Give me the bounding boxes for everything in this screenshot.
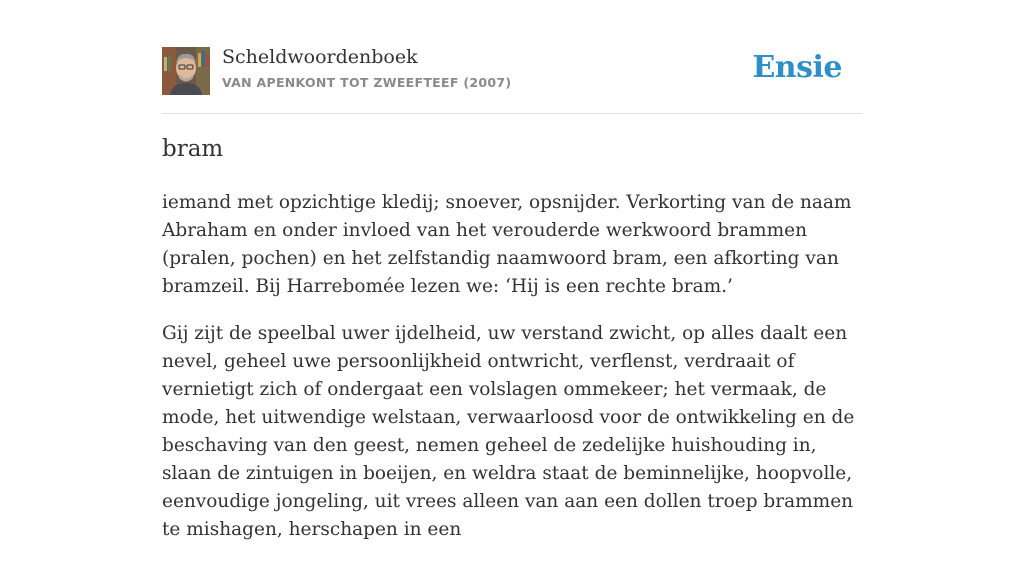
definition-paragraph: iemand met opzichtige kledij; snoever, opsnijder. Verkorting van de naam Abraham en onder invloed van het verouderde werkwoord brammen (pralen, pochen) en het zelfstandig naamwoord bram, een afkorting van bramzeil. Bij Harrebomée lezen we: ‘Hij is een rechte bram.’: [162, 192, 852, 297]
content-container: [162, 0, 862, 540]
source-subtitle: VAN APENKONT TOT ZWEEFTEEF (2007): [222, 75, 512, 90]
ensie-logo[interactable]: Ensie: [752, 50, 842, 85]
source-header: [162, 0, 862, 114]
entry-term: bram: [162, 136, 224, 162]
source-title-link[interactable]: Scheldwoordenboek: [222, 46, 418, 68]
definition-paragraph: Gij zijt de speelbal uwer ijdelheid, uw verstand zwicht, op alles daalt een nevel, geheel uwe persoonlijkheid ontwricht, verflenst, verdraait of vernietigt zich of ondergaat een volslagen ommekeer; het vermaak, de mode, het uitwendige welstaan, verwaarloosd voor de ontwikkeling en de beschaving van den geest, nemen geheel de zedelijke huishouding in, slaan de zintuigen in boeijen, en weldra staat de beminnelijke, hoopvolle, eenvoudige jongeling, uit vrees alleen van aan een dollen troep brammen te mishagen, herschapen in een: [162, 323, 855, 540]
entry-definition: [162, 189, 862, 563]
author-portrait-icon: [162, 47, 210, 95]
author-avatar[interactable]: [162, 47, 210, 95]
